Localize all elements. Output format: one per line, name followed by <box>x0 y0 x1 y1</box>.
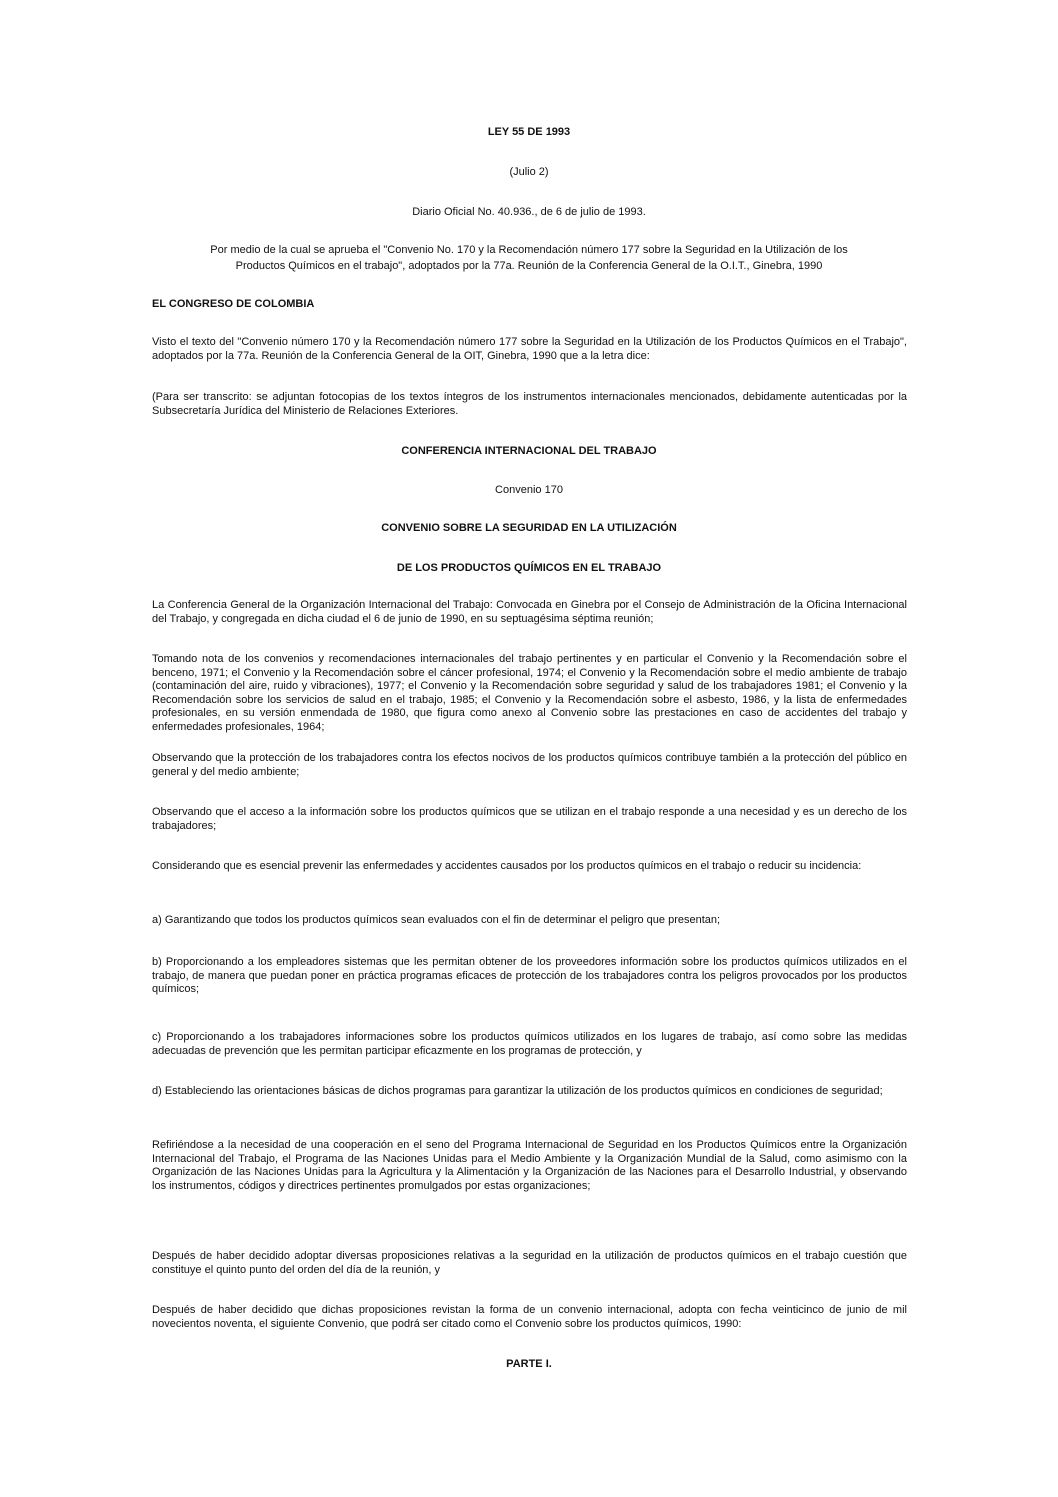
despues-paragraph-2: Después de haber decidido que dichas proposiciones revistan la forma de un convenio internacional, adopta con fecha veinticinco de junio de mil novecientos noventa, el siguiente Convenio, que podrá ser citado como el Convenio sobre los productos químicos, 1990: <box>152 1304 907 1330</box>
considerando-paragraph: Considerando que es esencial prevenir las enfermedades y accidentes causados por los productos químicos en el trabajo o reducir su incidencia: <box>152 860 862 872</box>
conference-paragraph: La Conferencia General de la Organización Internacional del Trabajo: Convocada en Ginebra por el Consejo de Administración de la Oficina Internacional del Trabajo, y congregada en dicha ciudad el 6 de junio de 1990, en su septuagésima séptima reunión; <box>152 599 907 625</box>
item-b-paragraph: b) Proporcionando a los empleadores sistemas que les permitan obtener de los proveedores información sobre los productos químicos utilizados en el trabajo, de manera que puedan poner en práctica programas eficaces de protección de los trabajadores contra los peligros provocados por los productos químicos; <box>152 956 907 996</box>
conference-heading: CONFERENCIA INTERNACIONAL DEL TRABAJO <box>401 445 657 457</box>
law-title: LEY 55 DE 1993 <box>487 126 571 138</box>
gazette-reference: Diario Oficial No. 40.936., de 6 de julio de 1993. <box>412 206 646 218</box>
convention-title-line-2: DE LOS PRODUCTOS QUÍMICOS EN EL TRABAJO <box>396 562 662 574</box>
observando-paragraph-2: Observando que el acceso a la información sobre los productos químicos que se utilizan en el trabajo responde a una necesidad y es un derecho de los trabajadores; <box>152 806 907 832</box>
item-c-paragraph: c) Proporcionando a los trabajadores informaciones sobre los productos químicos utilizados en los lugares de trabajo, así como sobre las medidas adecuadas de prevención que les permitan participar eficazmente en los programas de protección, y <box>152 1031 907 1057</box>
despues-paragraph-1: Después de haber decidido adoptar diversas proposiciones relativas a la seguridad en la utilización de productos químicos en el trabajo cuestión que constituye el quinto punto del orden del día de la reunión, y <box>152 1250 907 1276</box>
refiriendose-paragraph: Refiriéndose a la necesidad de una cooperación en el seno del Programa Internacional de Seguridad en los Productos Químicos entre la Organización Internacional del Trabajo, el Programa de las Naciones Unidas para el Medio Ambiente y la Organización Mundial de la Salud, como asimismo con la Organización de las Naciones Unidas para la Agricultura y la Alimentación y la Organización de las Naciones para el Desarrollo Industrial, y observando los instrumentos, códigos y directrices pertinentes promulgados por estas organizaciones; <box>152 1139 907 1192</box>
transcription-note: (Para ser transcrito: se adjuntan fotocopias de los textos íntegros de los instrumentos internacionales mencionados, debidamente autenticadas por la Subsecretaría Jurídica del Ministerio de Relaciones Exteriores. <box>152 391 907 417</box>
law-summary-line-1: Por medio de la cual se aprueba el "Convenio No. 170 y la Recomendación número 177 sobre la Seguridad en la Utilización de los <box>210 244 848 256</box>
law-summary-line-2: Productos Químicos en el trabajo", adoptados por la 77a. Reunión de la Conferencia General de la O.I.T., Ginebra, 1990 <box>235 260 823 272</box>
convention-title-line-1: CONVENIO SOBRE LA SEGURIDAD EN LA UTILIZACIÓN <box>381 522 677 534</box>
item-a-paragraph: a) Garantizando que todos los productos químicos sean evaluados con el fin de determinar el peligro que presentan; <box>152 914 721 926</box>
congress-heading: EL CONGRESO DE COLOMBIA <box>152 298 315 310</box>
observando-paragraph-1: Observando que la protección de los trabajadores contra los efectos nocivos de los productos químicos contribuye también a la protección del público en general y del medio ambiente; <box>152 752 907 778</box>
item-d-paragraph: d) Estableciendo las orientaciones básicas de dichos programas para garantizar la utilización de los productos químicos en condiciones de seguridad; <box>152 1085 883 1097</box>
convention-number: Convenio 170 <box>495 484 563 496</box>
law-date: (Julio 2) <box>509 166 549 178</box>
tomando-paragraph: Tomando nota de los convenios y recomendaciones internacionales del trabajo pertinentes y en particular el Convenio y la Recomendación sobre el benceno, 1971; el Convenio y la Recomendación sobre el cáncer profesional, 1974; el Convenio y la Recomendación sobre el medio ambiente de trabajo (contaminación del aire, ruido y vibraciones), 1977; el Convenio y la Recomendación sobre seguridad y salud de los trabajadores 1981; el Convenio y la Recomendación sobre los servicios de salud en el trabajo, 1985; el Convenio y la Recomendación sobre el asbesto, 1986, y la lista de enfermedades profesionales, en su versión enmendada de 1980, que figura como anexo al Convenio sobre las prestaciones en caso de accidentes del trabajo y enfermedades profesionales, 1964; <box>152 653 907 733</box>
part-heading: PARTE I. <box>506 1358 552 1370</box>
visto-paragraph: Visto el texto del "Convenio número 170 y la Recomendación número 177 sobre la Seguridad en la Utilización de los Productos Químicos en el Trabajo", adoptados por la 77a. Reunión de la Conferencia General de la OIT, Ginebra, 1990 que a la letra dice: <box>152 336 907 362</box>
